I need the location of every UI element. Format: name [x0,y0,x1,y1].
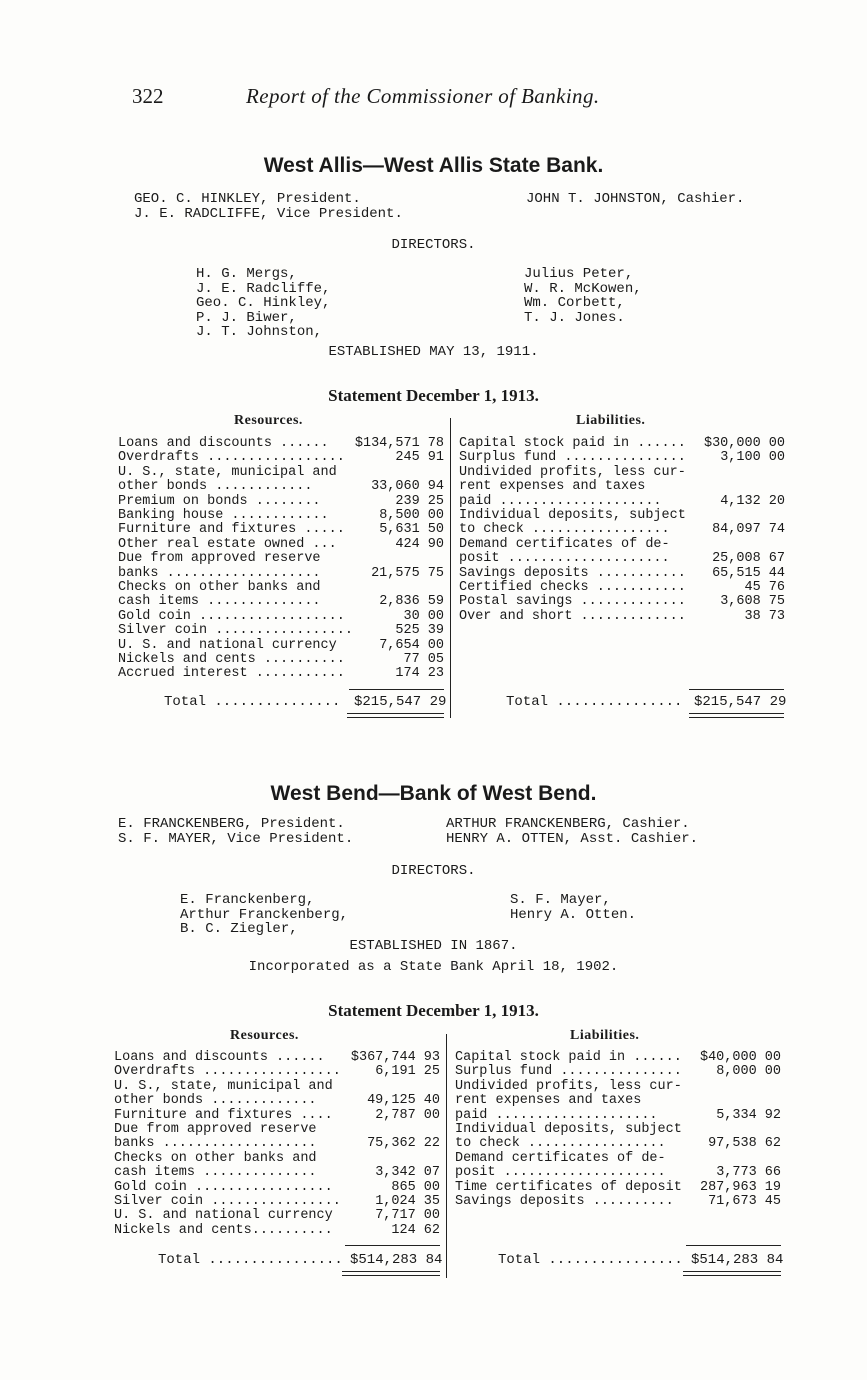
ledger-item-amount: 3,342 07 [375,1165,440,1181]
ledger-item-amount: 75,362 22 [367,1136,440,1152]
ledger-item-amount: 65,515 44 [712,565,785,581]
ledger-item-amount: 3,100 00 [720,450,785,466]
ledger-row [118,639,444,653]
ledger-item-label: paid .................... [455,1107,658,1123]
ledger-item-label: Capital stock paid in ...... [455,1050,682,1065]
total-label: Total ............... [164,694,341,710]
ledger-row [118,567,444,581]
ledger-item-amount: 4,132 20 [720,493,785,509]
ledger-row [114,1094,440,1108]
ledger-row [459,495,785,509]
ledger-item-label: U. S. and national currency [118,637,337,653]
ledger-row [455,1080,781,1094]
ledger-item-label: Furniture and fixtures .... [114,1107,333,1123]
ledger-row [459,480,785,494]
director: T. J. Jones. [524,309,625,326]
director: J. T. Johnston, [196,324,323,340]
ledger-item-label: Surplus fund ............... [459,450,686,466]
ledger-row [459,538,785,552]
ledger-row [118,451,444,465]
total-resources: $514,283 84 [350,1252,443,1268]
ledger-item-amount: 865 00 [391,1179,440,1195]
ledger-item-label: posit .................... [455,1165,666,1181]
ledger-item-amount: 84,097 74 [712,522,785,538]
total-liabilities: $215,547 29 [694,694,787,710]
ledger-row [114,1209,440,1223]
ledger-item-label: banks ................... [118,565,321,581]
ledger-row [455,1109,781,1123]
ledger-row [118,624,444,638]
director: H. G. Mergs, [196,266,297,282]
ledger-item-label: Postal savings ............. [459,594,686,610]
directors-left [180,893,348,937]
ledger-item-label: Checks on other banks and [118,580,321,595]
ledger-row [114,1137,440,1151]
ledger-row [114,1195,440,1209]
ledger-row [114,1181,440,1195]
officer: JOHN T. JOHNSTON, Cashier. [526,191,745,207]
double-rule [342,1271,440,1272]
ledger-item-label: Loans and discounts ...... [118,436,329,451]
ledger-item-amount: 8,000 00 [716,1064,781,1080]
ledger-item-label: Accrued interest ........... [118,666,345,682]
ledger-item-amount: 25,008 67 [712,551,785,567]
ledger-row [455,1123,781,1137]
ledger-row [459,595,785,609]
ledger-item-label: Surplus fund ............... [455,1064,682,1080]
ledger-row [455,1065,781,1079]
ledger-item-amount: 38 73 [744,608,785,624]
director: Arthur Franckenberg, [180,906,349,923]
ledger-item-label: Undivided profits, less cur- [459,464,686,480]
ledger-item-label: other bonds ............. [114,1093,317,1109]
director: Wm. Corbett, [524,295,625,311]
double-rule [347,717,444,718]
officer: GEO. C. HINKLEY, President. [134,191,361,207]
ledger-item-label: rent expenses and taxes [455,1093,642,1109]
established: ESTABLISHED MAY 13, 1911. [328,344,539,360]
ledger-item-amount: 5,334 92 [716,1107,781,1123]
ledger-item-label: rent expenses and taxes [459,479,646,495]
ledger-item-amount: $134,571 78 [354,436,444,451]
double-rule [347,713,444,714]
ledger-row [459,552,785,566]
ledger-row [118,667,444,681]
ledger-item-label: Savings deposits .......... [455,1194,674,1209]
ledger-item-label: Nickels and cents.......... [114,1222,333,1238]
ledger-item-label: to check ................. [455,1136,666,1152]
ledger-row [114,1080,440,1094]
bank-title: West Bend—Bank of West Bend. [270,782,597,805]
ledger-item-label: Capital stock paid in ...... [459,436,686,451]
total-rule [686,1245,781,1246]
ledger-item-label: Due from approved reserve [118,551,321,567]
ledger-item-amount: 2,836 59 [379,594,444,610]
total-rule [689,689,784,690]
ledger-row [455,1051,781,1065]
ledger-row [118,538,444,552]
ledger-row [114,1224,440,1238]
ledger-row [114,1123,440,1137]
ledger-row [455,1094,781,1108]
liabilities-heading: Liabilities. [576,413,646,428]
directors-label: DIRECTORS. [391,237,476,253]
ledger-item-label: Time certificates of deposit [455,1179,682,1195]
ledger-item-label: paid .................... [459,493,662,509]
ledger-item-label: Overdrafts ................. [118,450,345,466]
ledger-item-label: Over and short ............. [459,608,686,624]
ledger-item-label: Gold coin .................. [118,608,345,624]
officer: E. FRANCKENBERG, President. [118,816,345,832]
total-resources: $215,547 29 [354,694,447,710]
total-rule [345,1245,440,1246]
ledger-item-label: Silver coin ................ [114,1194,341,1209]
ledger-row [455,1166,781,1180]
double-rule [342,1275,440,1276]
double-rule [683,1275,781,1276]
ledger-item-amount: 71,673 45 [708,1194,781,1209]
ledger-row [459,581,785,595]
column-divider [446,1034,447,1278]
ledger-row [459,509,785,523]
ledger-item-amount: 3,773 66 [716,1165,781,1181]
column-divider [450,418,451,718]
ledger-item-label: Other real estate owned ... [118,536,337,552]
ledger-row [118,523,444,537]
ledger-row [114,1109,440,1123]
ledger-item-amount: 174 23 [395,666,444,682]
ledger-item-label: U. S., state, municipal and [114,1078,333,1094]
ledger-row [459,567,785,581]
director: Julius Peter, [524,266,634,282]
ledger-item-label: Gold coin ................. [114,1179,333,1195]
ledger-row [455,1195,781,1209]
statement-title: Statement December 1, 1913. [328,1001,539,1020]
ledger-item-label: Checks on other banks and [114,1150,317,1166]
ledger-item-label: Due from approved reserve [114,1122,317,1137]
ledger-row [118,437,444,451]
officer: J. E. RADCLIFFE, Vice President. [134,205,403,222]
directors-right [510,893,636,922]
ledger-row [114,1051,440,1065]
ledger-row [118,595,444,609]
ledger-item-label: Furniture and fixtures ..... [118,522,345,538]
ledger-item-amount: 5,631 50 [379,522,444,538]
ledger-item-label: Loans and discounts ...... [114,1050,325,1065]
ledger-row [118,552,444,566]
established: ESTABLISHED IN 1867. [349,938,518,954]
ledger-row [118,466,444,480]
ledger-item-label: to check ................. [459,522,670,538]
ledger-item-amount: 30 00 [403,608,444,624]
ledger-item-label: Certified checks ........... [459,580,686,595]
ledger-item-label: other bonds ............ [118,479,313,495]
officer: HENRY A. OTTEN, Asst. Cashier. [446,830,699,847]
ledger-item-amount: $367,744 93 [350,1050,440,1065]
officers-left [134,192,403,221]
ledger-row [118,480,444,494]
ledger-item-label: cash items .............. [118,594,321,610]
ledger-item-amount: 1,024 35 [375,1194,440,1209]
ledger-item-label: U. S. and national currency [114,1208,333,1224]
ledger-item-label: Overdrafts ................. [114,1064,341,1080]
double-rule [689,717,784,718]
incorporated: Incorporated as a State Bank April 18, 1902. [248,959,619,975]
ledger-item-label: Banking house ............ [118,508,329,523]
officers-right [446,817,698,846]
statement-title: Statement December 1, 1913. [328,386,539,405]
total-label: Total ................ [158,1252,343,1268]
ledger-row [459,610,785,624]
director: Henry A. Otten. [510,906,637,923]
ledger-item-amount: 7,654 00 [379,637,444,653]
ledger-item-amount: 424 90 [395,536,444,552]
double-rule [683,1271,781,1272]
ledger-item-amount: $30,000 00 [703,436,785,451]
ledger-item-amount: 3,608 75 [720,594,785,610]
ledger-item-label: Individual deposits, subject [459,508,686,523]
directors-label: DIRECTORS. [391,863,476,879]
ledger-row [455,1181,781,1195]
ledger-row [118,581,444,595]
director: S. F. Mayer, [510,892,611,908]
ledger-row [455,1137,781,1151]
ledger-item-amount: $40,000 00 [699,1050,781,1065]
ledger-item-label: U. S., state, municipal and [118,464,337,480]
director: B. C. Ziegler, [180,921,298,937]
ledger-row [118,610,444,624]
officer: S. F. MAYER, Vice President. [118,830,354,847]
ledger-item-amount: 245 91 [395,450,444,466]
ledger-item-amount: 45 76 [744,580,785,595]
ledger-item-label: cash items .............. [114,1165,317,1181]
ledger-item-amount: 6,191 25 [375,1064,440,1080]
officers-left [118,817,353,846]
total-liabilities: $514,283 84 [691,1252,784,1268]
ledger-row [455,1152,781,1166]
ledger-row [118,653,444,667]
ledger-item-amount: 33,060 94 [371,479,444,495]
ledger-row [114,1065,440,1079]
ledger-item-label: Individual deposits, subject [455,1122,682,1137]
total-label: Total ................ [498,1252,683,1268]
officer: ARTHUR FRANCKENBERG, Cashier. [446,816,690,832]
ledger-row [459,523,785,537]
ledger-item-label: Savings deposits ........... [459,565,686,581]
directors-left [196,267,330,340]
total-label: Total ............... [506,694,683,710]
director: Geo. C. Hinkley, [196,295,331,311]
ledger-item-label: Demand certificates of de- [455,1150,666,1166]
resources-heading: Resources. [230,1028,299,1043]
running-head: Report of the Commissioner of Banking. [246,84,600,108]
ledger-item-amount: 287,963 19 [699,1179,781,1195]
bank-title: West Allis—West Allis State Bank. [263,154,604,177]
ledger-item-label: banks ................... [114,1136,317,1152]
ledger-item-label: Undivided profits, less cur- [455,1078,682,1094]
ledger-item-amount: 8,500 00 [379,508,444,523]
ledger-row [459,466,785,480]
ledger-item-label: Demand certificates of de- [459,536,670,552]
liabilities-heading: Liabilities. [570,1028,640,1043]
ledger-item-amount: 21,575 75 [371,565,444,581]
ledger-item-label: Nickels and cents .......... [118,652,345,667]
ledger-item-amount: 2,787 00 [375,1107,440,1123]
director: J. E. Radcliffe, [196,280,331,297]
ledger-item-amount: 77 05 [403,652,444,667]
ledger-row [459,437,785,451]
director: E. Franckenberg, [180,892,315,908]
ledger-item-amount: 525 39 [395,623,444,639]
ledger-row [114,1152,440,1166]
ledger-item-label: Premium on bonds ........ [118,493,321,509]
page-number: 322 [132,84,164,108]
ledger-item-amount: 239 25 [395,493,444,509]
resources-heading: Resources. [234,413,303,428]
ledger-item-amount: 49,125 40 [367,1093,440,1109]
directors-right [524,267,642,325]
ledger-row [459,451,785,465]
double-rule [689,713,784,714]
director: W. R. McKowen, [524,280,642,297]
ledger-item-amount: 97,538 62 [708,1136,781,1152]
ledger-item-amount: 124 62 [391,1222,440,1238]
ledger-row [118,509,444,523]
ledger-item-label: posit .................... [459,551,670,567]
ledger-row [114,1166,440,1180]
ledger-item-label: Silver coin ................. [118,623,353,639]
director: P. J. Biwer, [196,309,297,326]
total-rule [349,689,444,690]
officers-right [526,192,744,207]
ledger-item-amount: 7,717 00 [375,1208,440,1224]
ledger-row [118,495,444,509]
